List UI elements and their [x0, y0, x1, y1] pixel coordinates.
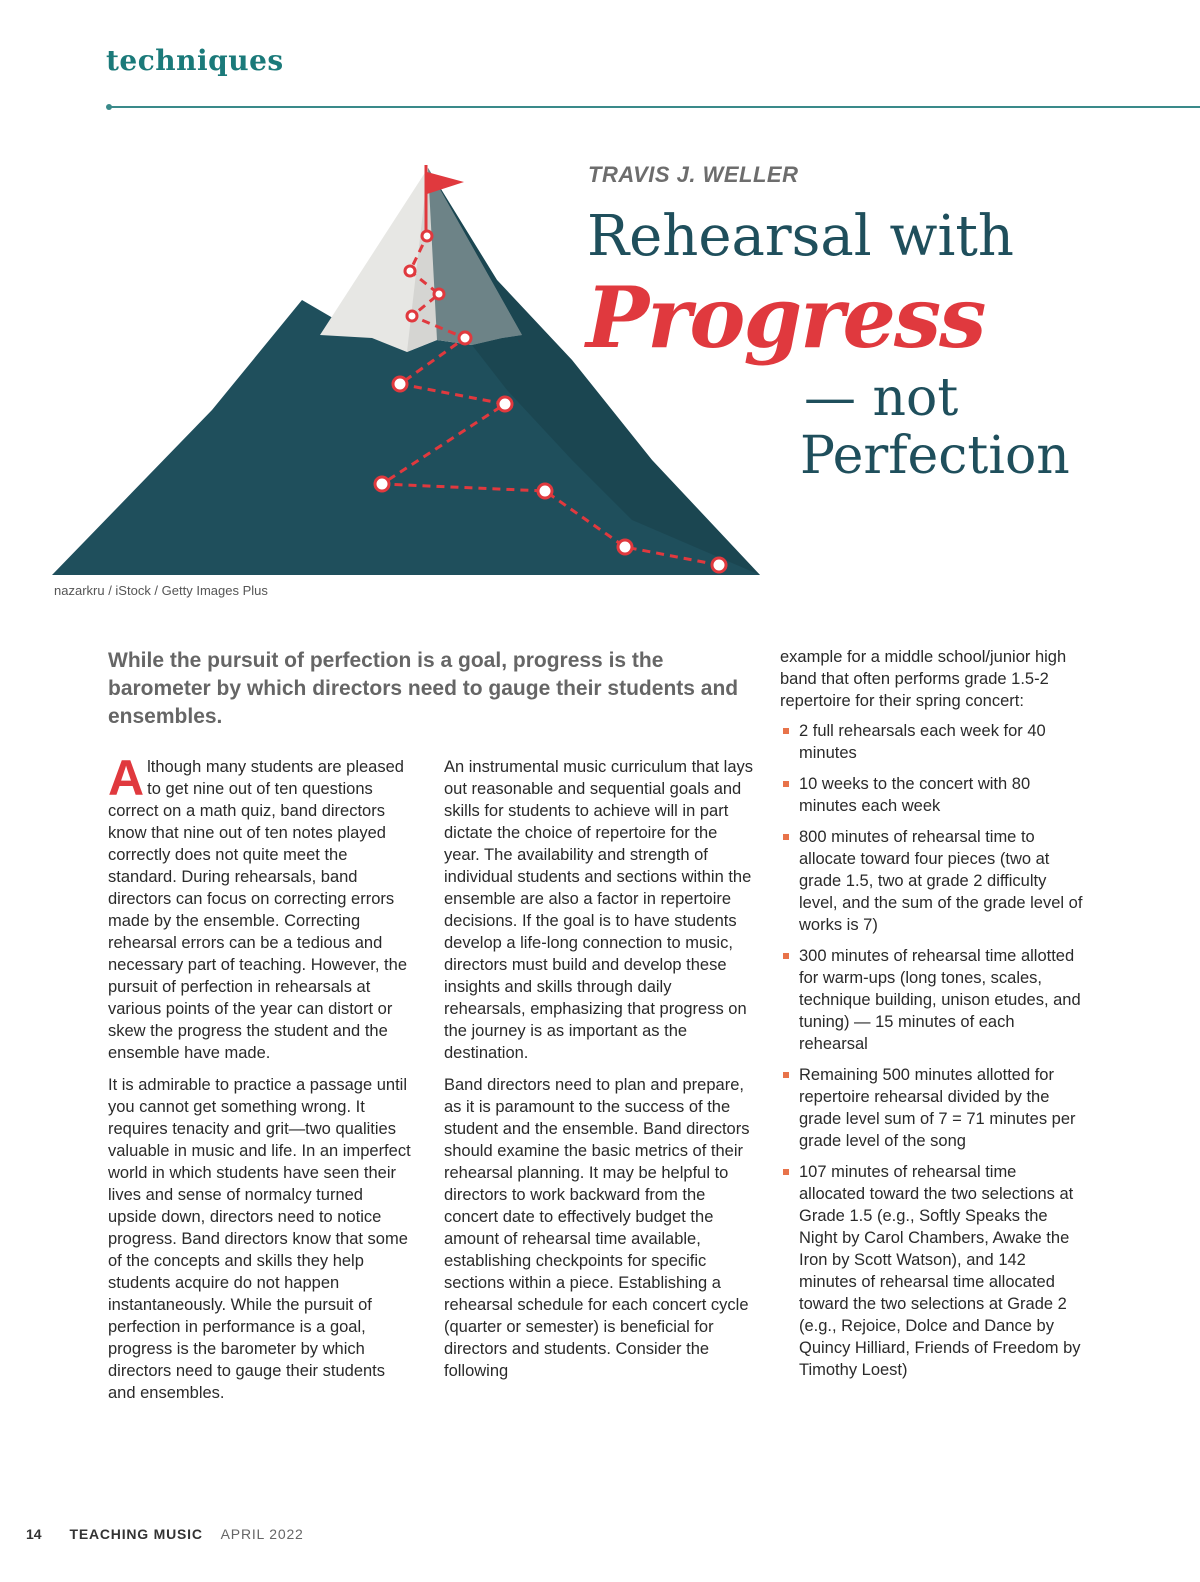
- checkpoint-marker: [712, 558, 726, 572]
- checkpoint-marker: [434, 289, 444, 299]
- bullet-item: 107 minutes of rehearsal time allocated toward the two selections at Grade 1.5 (e.g., Softly Speaks the Night by Carol Chambers, Awake the Iron by Scott Watson), and 142 minutes of rehearsal time allocated toward the two selections at Grade 2 (e.g., Rejoice, Dolce and Dance by Quincy Hilliard, Friends of Freedom by Timothy Loest): [780, 1161, 1085, 1381]
- paragraph-text: lthough many students are pleased to get nine out of ten questions correct on a math quiz, band directors know that nine out of ten notes played correctly does not quite meet the standard. During rehearsals, band directors can focus on correcting errors made by the ensemble. Correcting rehearsal errors can be a tedious and necessary part of teaching. However, the pursuit of perfection in rehearsals at various points of the year can distort or skew the progress the student and the ensemble have made.: [108, 758, 407, 1062]
- article-column-3: [780, 646, 1085, 1390]
- checkpoint-marker: [407, 311, 417, 321]
- checkpoint-marker: [459, 332, 471, 344]
- bullet-item: 2 full rehearsals each week for 40 minutes: [780, 720, 1085, 764]
- paragraph: Band directors need to plan and prepare, as it is paramount to the success of the student and the ensemble. Band directors should examine the basic metrics of their rehearsal planning. It may be helpful to directors to work backward from the concert date to effectively budget the amount of rehearsal time available, establishing checkpoints for specific sections within a piece. Establishing a rehearsal schedule for each concert cycle (quarter or semester) is beneficial for directors and students. Consider the following: [444, 1076, 750, 1380]
- article-deck: While the pursuit of perfection is a goal, progress is the barometer by which directors need to gauge their students and ensembles.: [108, 649, 739, 728]
- title-line-3: — not: [804, 368, 959, 428]
- bullet-list: [780, 720, 1085, 1381]
- photo-credit: nazarkru / iStock / Getty Images Plus: [54, 583, 268, 598]
- checkpoint-marker: [538, 484, 552, 498]
- issue-date: APRIL 2022: [220, 1526, 304, 1542]
- article-column-2: [444, 756, 754, 1392]
- title-line-2: Progress: [586, 268, 985, 367]
- title-line-1: Rehearsal with: [587, 204, 1014, 269]
- paragraph: An instrumental music curriculum that lays out reasonable and sequential goals and skills for students to achieve will in part dictate the choice of repertoire for the year. The availability and strength of individual students and sections within the ensemble are also a factor in repertoire decisions. If the goal is to have students develop a life-long connection to music, directors must build and develop these insights and skills through daily rehearsals, emphasizing that progress on the journey is as important as the destination.: [444, 758, 754, 1062]
- checkpoint-marker: [375, 477, 389, 491]
- title-line-4: Perfection: [800, 426, 1070, 486]
- article-column-1: [108, 750, 413, 1414]
- bullet-item: Remaining 500 minutes allotted for repertoire rehearsal divided by the grade level sum of 7 = 71 minutes per grade level of the song: [780, 1064, 1085, 1152]
- flag-icon: [427, 172, 464, 194]
- checkpoint-marker: [422, 231, 432, 241]
- header-divider: [108, 106, 1200, 108]
- checkpoint-marker: [618, 540, 632, 554]
- page-number: 14: [26, 1526, 42, 1542]
- checkpoint-marker: [405, 266, 415, 276]
- author-byline: TRAVIS J. WELLER: [588, 162, 799, 187]
- bullet-item: 300 minutes of rehearsal time allotted for warm-ups (long tones, scales, technique building, unison etudes, and tuning) — 15 minutes of each rehearsal: [780, 945, 1085, 1055]
- drop-cap: A: [108, 750, 145, 806]
- section-label: techniques: [106, 44, 284, 77]
- paragraph: [108, 750, 413, 1064]
- paragraph: It is admirable to practice a passage until you cannot get something wrong. It requires tenacity and grit—two qualities valuable in music and life. In an imperfect world in which students have seen their lives and sense of normalcy turned upside down, directors need to notice progress. Band directors know that some of the concepts and skills they help students acquire do not happen instantaneously. While the pursuit of perfection in performance is a goal, progress is the barometer by which directors need to gauge their students and ensembles.: [108, 1076, 411, 1402]
- page-footer: [26, 1526, 304, 1542]
- paragraph: example for a middle school/junior high band that often performs grade 1.5-2 repertoire for their spring concert:: [780, 648, 1067, 710]
- bullet-item: 10 weeks to the concert with 80 minutes each week: [780, 773, 1085, 817]
- magazine-name: TEACHING MUSIC: [69, 1526, 203, 1542]
- bullet-item: 800 minutes of rehearsal time to allocate toward four pieces (two at grade 1.5, two at grade 2 difficulty level, and the sum of the grade level of works is 7): [780, 826, 1085, 936]
- checkpoint-marker: [393, 377, 407, 391]
- checkpoint-marker: [498, 397, 512, 411]
